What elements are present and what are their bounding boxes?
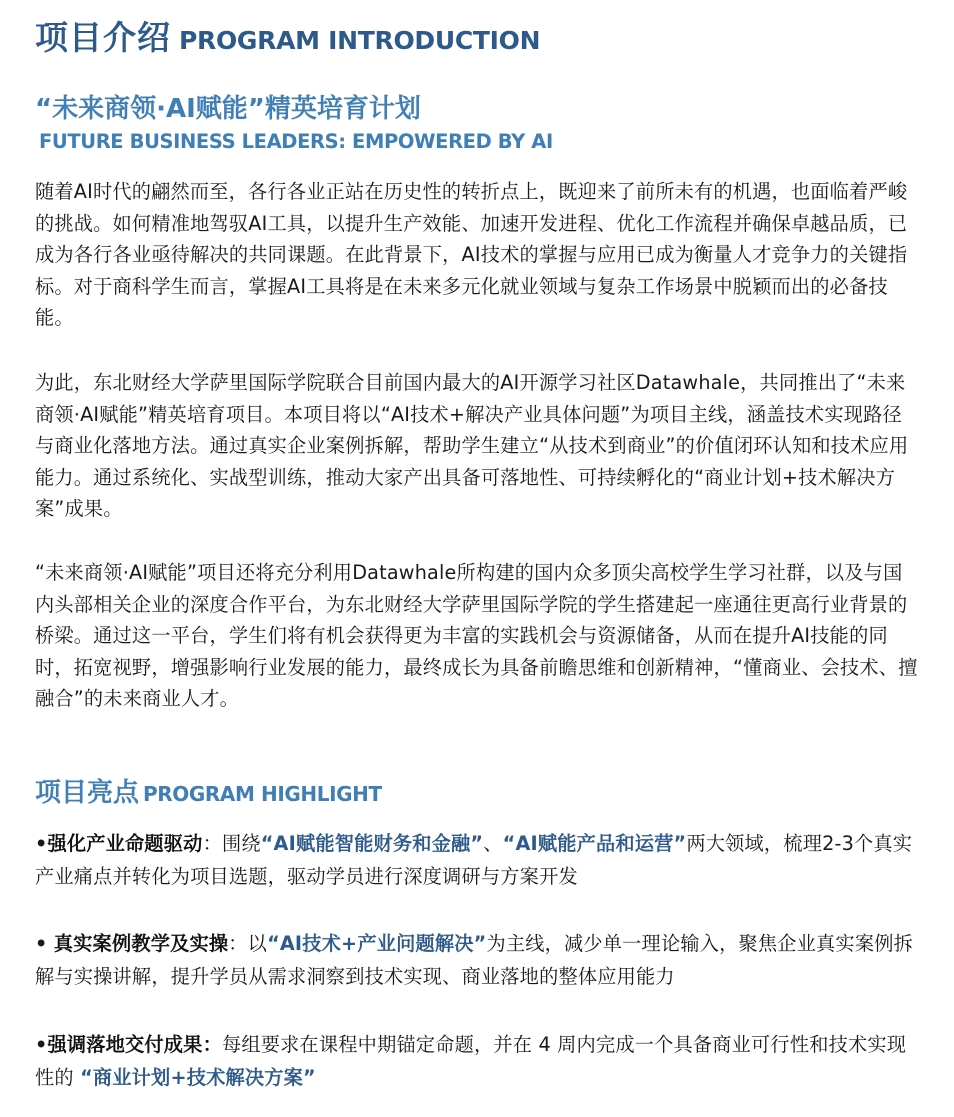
page-title-cn: 项目介绍	[35, 18, 171, 57]
highlight-item-emphasis: “AI赋能智能财务和金融”	[260, 832, 484, 855]
highlight-item-text: 以	[247, 932, 268, 955]
highlight-item-separator: ：	[228, 932, 248, 955]
intro-paragraph-1: 随着AI时代的翩然而至，各行各业正站在历史性的转折点上，既迎来了前所未有的机遇，也面临着严峻的挑战。如何精准地驾驭AI工具，以提升生产效能、加速开发进程、优化工作流程并确保卓越品质，已成为各行各业亟待解决的共同课题。在此背景下，AI技术的掌握与应用已成为衡量人才竞争力的关键指标。对于商科学生而言，掌握AI工具将是在未来多元化就业领域与复杂工作场景中脱颖而出的必备技能。	[35, 180, 908, 329]
intro-paragraph-3: “未来商领·AI赋能”项目还将充分利用Datawhale所构建的国内众多顶尖高校学生学习社群，以及与国内头部相关企业的深度合作平台，为东北财经大学萨里国际学院的学生搭建起一座通往更高行业背景的桥梁。通过这一平台，学生们将有机会获得更为丰富的实践机会与资源储备，从而在提升AI技能的同时，拓宽视野，增强影响行业发展的能力，最终成长为具备前瞻思维和创新精神，“懂商业、会技术、擅融合”的未来商业人才。	[35, 561, 918, 710]
highlight-item-1	[35, 827, 925, 893]
highlight-item-lead: 强化产业命题驱动	[47, 832, 203, 855]
highlight-item-text: 为主线，减少单一理论输入，聚焦企业真实案例拆解与实操讲解，提升学员从需求洞察到技术实现、商业落地的整体应用能力	[35, 932, 913, 988]
highlight-item-3	[35, 1028, 925, 1094]
highlight-title	[35, 772, 382, 809]
highlight-item-lead: 强调落地交付成果：	[47, 1033, 222, 1056]
highlight-item-text: 两大领域，梳理2-3个真实产业痛点并转化为项目选题，驱动学员进行深度调研与方案开发	[35, 832, 913, 888]
page-title	[35, 12, 540, 59]
highlight-item-lead: 真实案例教学及实操	[53, 932, 229, 955]
page-title-en: PROGRAM INTRODUCTION	[179, 26, 541, 55]
highlight-item-text: 围绕	[221, 832, 261, 855]
highlight-item-text: 、	[483, 832, 503, 855]
highlight-item-separator: ：	[202, 832, 222, 855]
bullet-icon: •	[35, 932, 48, 955]
highlight-title-en: PROGRAM HIGHLIGHT	[143, 782, 382, 806]
highlight-item-2	[35, 927, 925, 993]
program-name-cn: “未来商领·AI赋能”精英培育计划	[35, 94, 421, 124]
highlight-item-emphasis: “AI赋能产品和运营”	[502, 832, 687, 855]
bullet-icon: •	[35, 832, 48, 855]
highlight-item-emphasis: “AI技术+产业问题解决”	[267, 932, 487, 955]
intro-paragraph-2: 为此，东北财经大学萨里国际学院联合目前国内最大的AI开源学习社区Datawhale，共同推出了“未来商领·AI赋能”精英培育项目。本项目将以“AI技术+解决产业具体问题”为项目主线，涵盖技术实现路径与商业化落地方法。通过真实企业案例拆解，帮助学生建立“从技术到商业”的价值闭环认知和技术应用能力。通过系统化、实战型训练，推动大家产出具备可落地性、可持续孵化的“商业计划+技术解决方案”成果。	[35, 371, 909, 520]
highlight-item-emphasis: “商业计划+技术解决方案”	[80, 1066, 316, 1089]
highlight-item-text: 每组要求在课程中期锚定命题，并在 4 周内完成一个具备商业可行性和技术实现性的	[35, 1033, 907, 1089]
bullet-icon: •	[35, 1033, 48, 1056]
program-name-en: FUTURE BUSINESS LEADERS: EMPOWERED BY AI	[39, 130, 553, 153]
highlight-title-cn: 项目亮点	[35, 778, 140, 808]
